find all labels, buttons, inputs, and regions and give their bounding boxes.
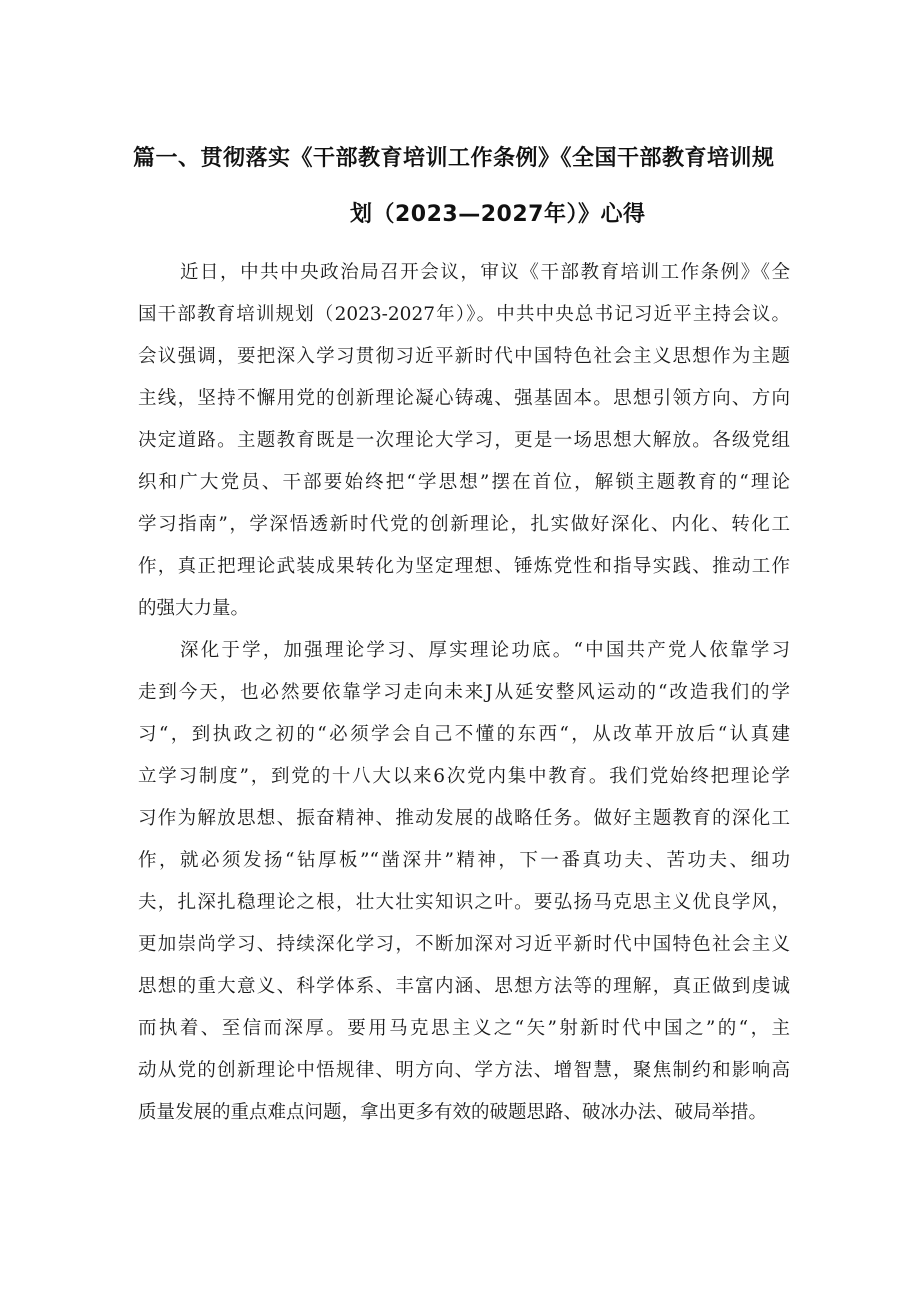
paragraph-line: 立学习制度”，到党的十八大以来6次党内集中教育。我们党始终把理论学 — [138, 766, 790, 787]
paragraph-line: 质量发展的重点难点问题，拿出更多有效的破题思路、破冰办法、破局举措。 — [138, 1102, 768, 1123]
paragraph-line: 学习指南”，学深悟透新时代党的创新理论，扎实做好深化、内化、转化工 — [138, 514, 790, 535]
paragraph-line: 主线，坚持不懈用党的创新理论凝心铸魂、强基固本。思想引领方向、方向 — [138, 388, 790, 409]
paragraph-line: 作，真正把理论武装成果转化为坚定理想、锤炼党性和指导实践、推动工作 — [138, 556, 790, 577]
paragraph-line: 国干部教育培训规划（2023-2027年）》。中共中央总书记习近平主持会议。 — [138, 304, 790, 325]
document-title-line-1: 篇一、贯彻落实《干部教育培训工作条例》《全国干部教育培训规 — [133, 146, 775, 171]
paragraph-1 — [138, 252, 790, 630]
paragraph-line: 织和广大党员、干部要始终把“学思想”摆在首位，解锁主题教育的“理论 — [138, 472, 790, 493]
paragraph-line: 会议强调，要把深入学习贯彻习近平新时代中国特色社会主义思想作为主题 — [138, 346, 790, 367]
paragraph-line: 近日，中共中央政治局召开会议，审议《干部教育培训工作条例》《全 — [180, 262, 790, 283]
document-body — [138, 252, 790, 1134]
paragraph-line: 动从党的创新理论中悟规律、明方向、学方法、增智慧，聚焦制约和影响高 — [138, 1060, 790, 1081]
paragraph-line: 思想的重大意义、科学体系、丰富内涵、思想方法等的理解，真正做到虔诚 — [138, 976, 790, 997]
paragraph-line: 习“，到执政之初的“必须学会自己不懂的东西“，从改革开放后“认真建 — [138, 724, 790, 745]
paragraph-line: 深化于学，加强理论学习、厚实理论功底。“中国共产党人依靠学习 — [180, 640, 790, 661]
paragraph-line: 夫，扎深扎稳理论之根，壮大壮实知识之叶。要弘扬马克思主义优良学风， — [138, 892, 790, 913]
paragraph-line: 更加崇尚学习、持续深化学习，不断加深对习近平新时代中国特色社会主义 — [138, 934, 790, 955]
paragraph-line: 习作为解放思想、振奋精神、推动发展的战略任务。做好主题教育的深化工 — [138, 808, 790, 829]
paragraph-line: 的强大力量。 — [138, 598, 250, 619]
paragraph-line: 走到今天，也必然要依靠学习走向未来J从延安整风运动的“改造我们的学 — [138, 682, 790, 703]
document-title-line-2: 划（2023—2027年）》心得 — [350, 202, 646, 227]
paragraph-line: 决定道路。主题教育既是一次理论大学习，更是一场思想大解放。各级党组 — [138, 430, 790, 451]
paragraph-line: 作，就必须发扬“钻厚板”“凿深井”精神，下一番真功夫、苦功夫、细功 — [138, 850, 790, 871]
paragraph-line: 而执着、至信而深厚。要用马克思主义之“矢”射新时代中国之”的“，主 — [138, 1018, 790, 1039]
paragraph-2 — [138, 630, 790, 1134]
